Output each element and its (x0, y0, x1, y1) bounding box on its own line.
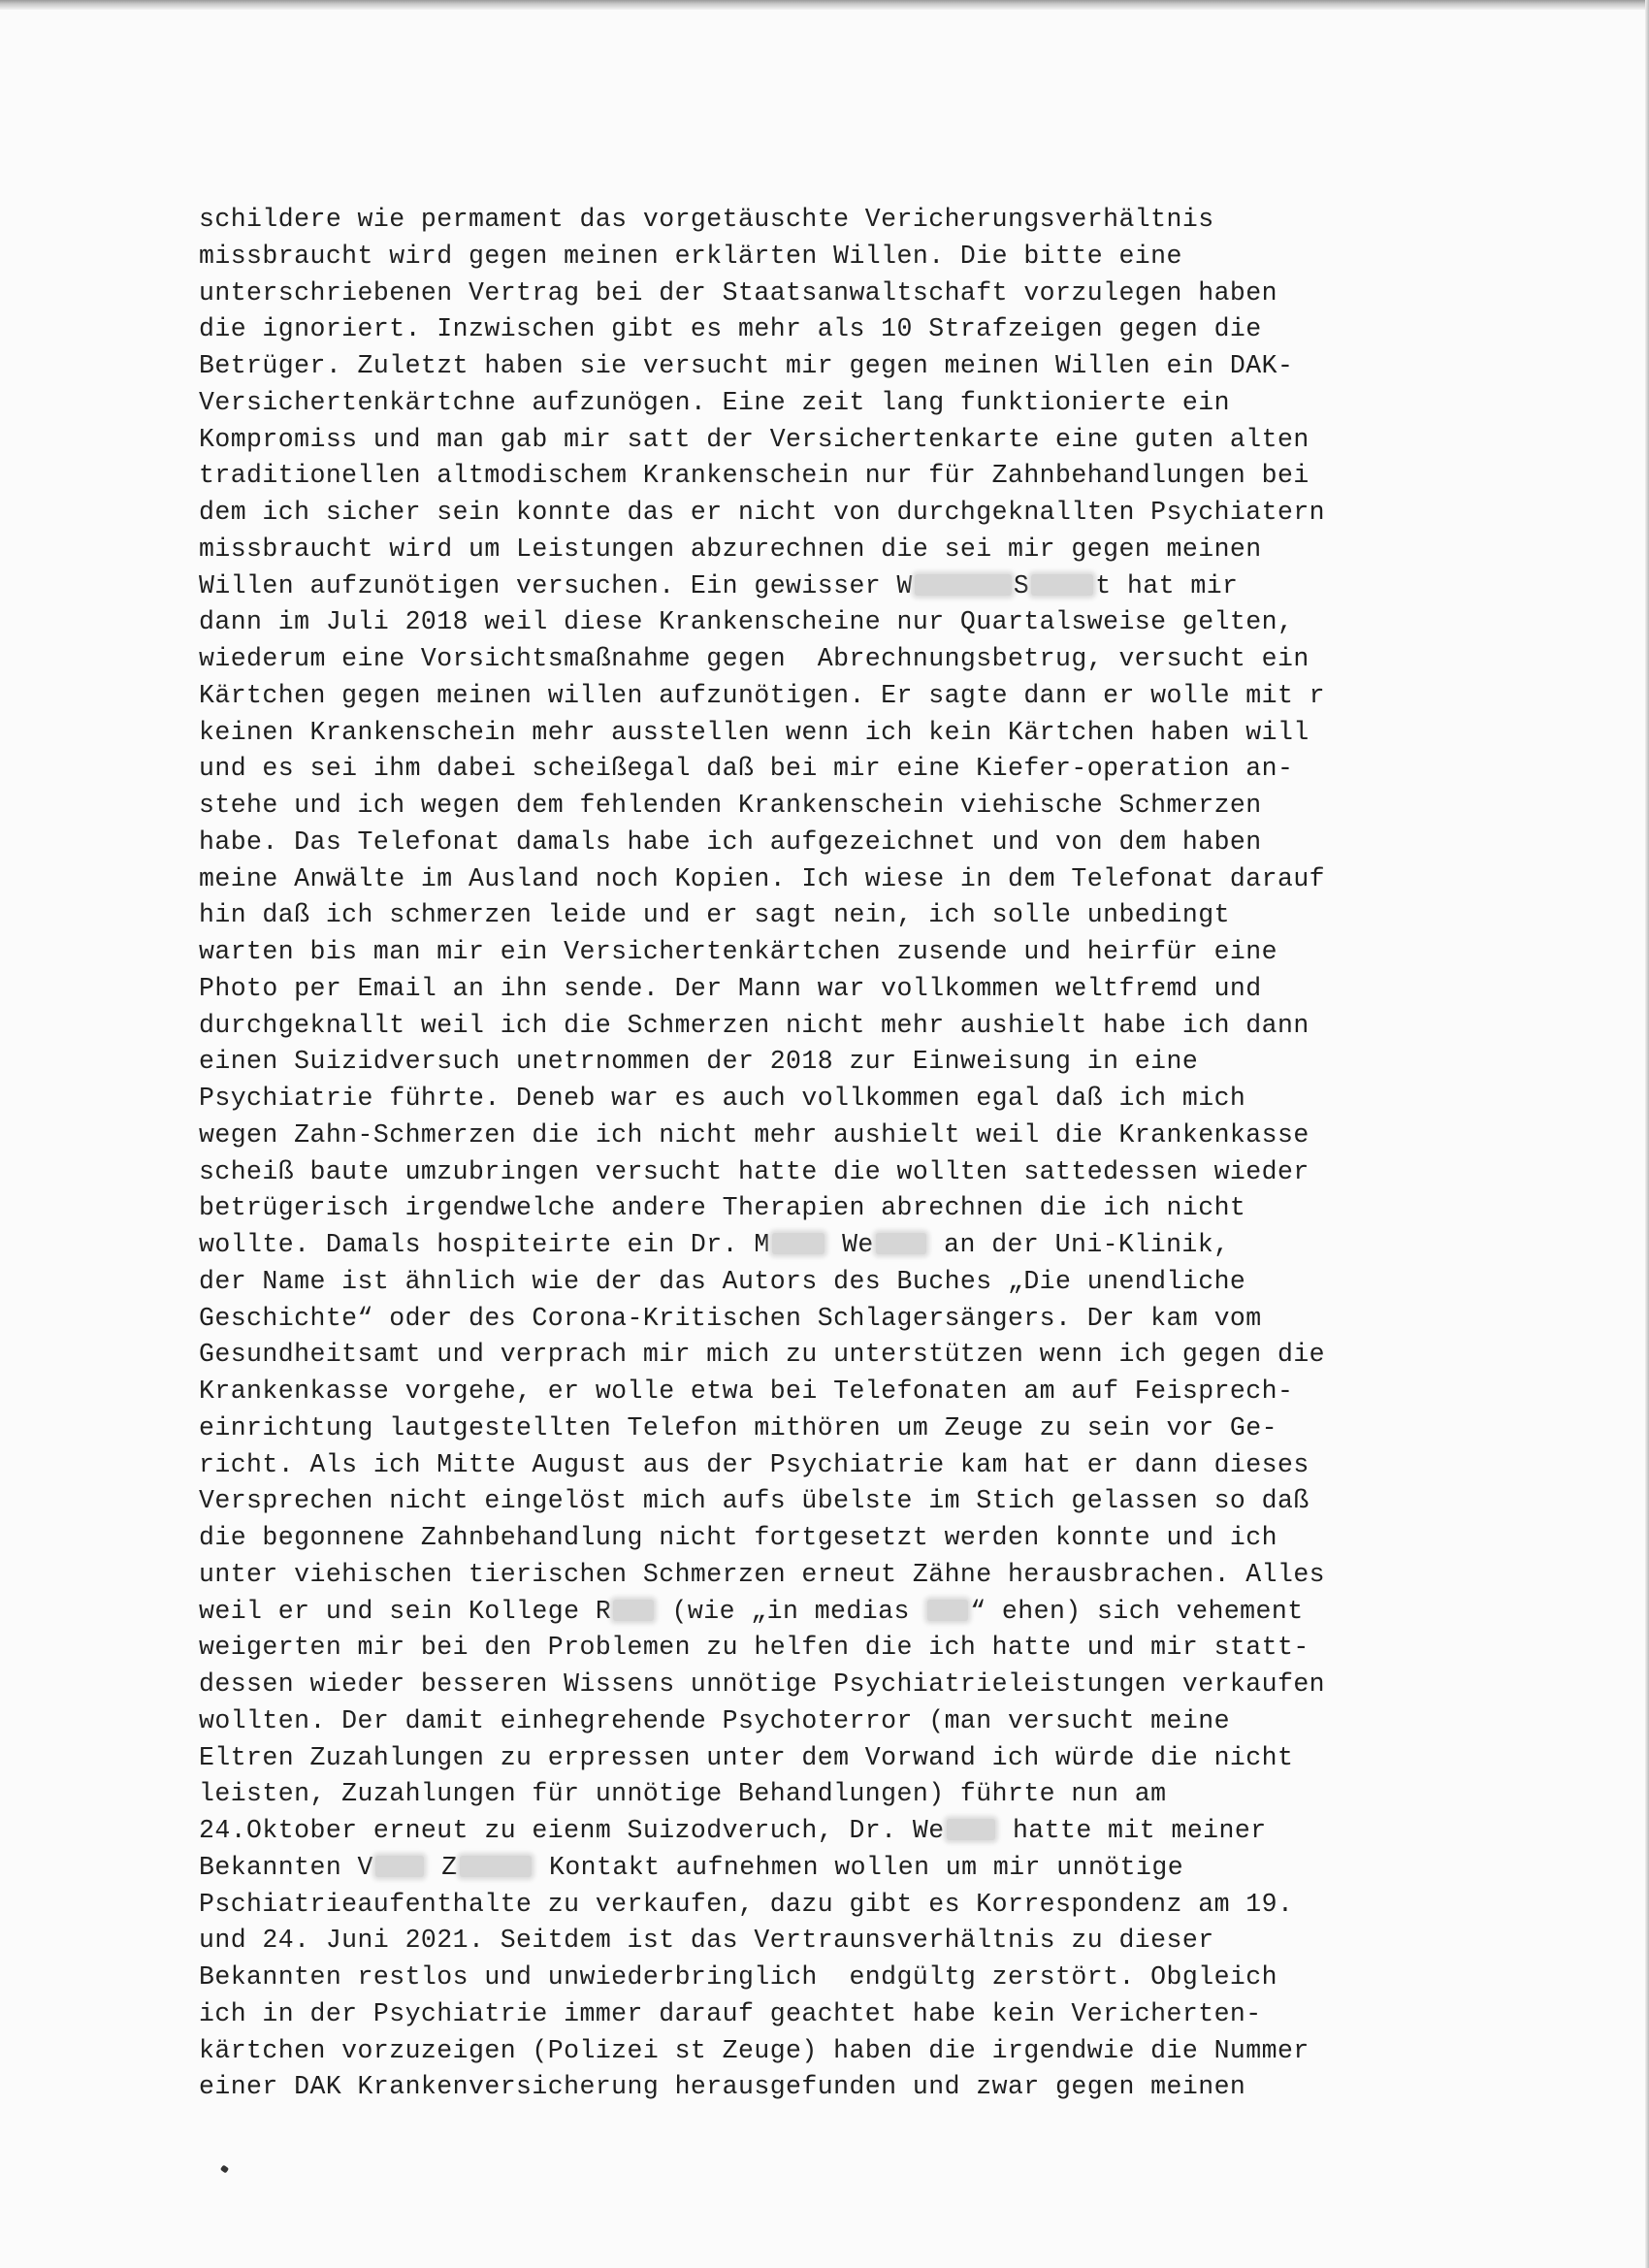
redaction-blur (1031, 574, 1093, 596)
text-line: betrügerisch irgendwelche andere Therapien abrechnen die ich nicht (199, 1193, 1246, 1223)
text-line: schildere wie permament das vorgetäuschte Vericherungsverhältnis (199, 205, 1214, 234)
text-line: durchgeknallt weil ich die Schmerzen nicht mehr aushielt habe ich dann (199, 1010, 1310, 1040)
redaction-blur (915, 574, 1012, 596)
redaction-blur (772, 1233, 824, 1254)
text-line: Versichertenkärtchne aufzunögen. Eine zeit lang funktionierte ein (199, 387, 1230, 417)
text-line: Photo per Email an ihn sende. Der Mann war vollkommen weltfremd und (199, 973, 1262, 1003)
text-line: Versprechen nicht eingelöst mich aufs übelste im Stich gelassen so daß (199, 1486, 1310, 1516)
text-line: Psychiatrie führte. Deneb war es auch vollkommen egal daß ich mich (199, 1084, 1246, 1113)
text-segment: (wie „in medias (671, 1596, 910, 1626)
text-line: dem ich sicher sein konnte das er nicht von durchgeknallten Psychiatern (199, 498, 1326, 527)
text-line: warten bis man mir ein Versichertenkärtchen zusende und heirfür eine (199, 937, 1277, 966)
text-line: einer DAK Krankenversicherung herausgefunden und zwar gegen meinen (199, 2072, 1246, 2102)
text-line: missbraucht wird gegen meinen erklärten Willen. Die bitte eine (199, 241, 1182, 271)
text-line-redacted (199, 1227, 1508, 1264)
text-line: leisten, Zuzahlungen für unnötige Behandlungen) führte nun am (199, 1779, 1167, 1809)
text-line-redacted (199, 1813, 1508, 1850)
text-segment: Z (441, 1852, 458, 1882)
text-line: einen Suizidversuch unetrnommen der 2018 zur Einweisung in eine (199, 1047, 1199, 1077)
text-line-redacted (199, 568, 1508, 605)
text-segment: 24.Oktober erneut zu eienm Suizodveruch, Dr. We (199, 1816, 945, 1845)
text-segment: Willen aufzunötigen versuchen. Ein gewisser W (199, 570, 913, 600)
text-segment: an der Uni-Klinik, (944, 1230, 1230, 1259)
text-line-redacted (199, 1850, 1508, 1887)
text-line: wollten. Der damit einhegrehende Psychoterror (man versucht meine (199, 1705, 1230, 1735)
text-line: stehe und ich wegen dem fehlenden Krankenschein viehische Schmerzen (199, 791, 1262, 820)
text-line: hin daß ich schmerzen leide und er sagt nein, ich solle unbedingt (199, 900, 1230, 930)
text-line: der Name ist ähnlich wie der das Autors des Buches „Die unendliche (199, 1266, 1246, 1296)
text-line-redacted (199, 1594, 1508, 1631)
redaction-blur (375, 1856, 424, 1877)
scan-edge-right (1645, 0, 1649, 2268)
text-line: Bekannten restlos und unwiederbringlich endgültg zerstört. Obgleich (199, 1962, 1277, 1992)
text-line: weigerten mir bei den Problemen zu helfen die ich hatte und mir statt- (199, 1633, 1310, 1663)
text-line: die ignoriert. Inzwischen gibt es mehr als 10 Strafzeigen gegen die (199, 314, 1262, 344)
text-line: habe. Das Telefonat damals habe ich aufgezeichnet und von dem haben (199, 826, 1262, 857)
scan-edge-top (0, 0, 1649, 10)
text-segment: wollte. Damals hospiteirte ein Dr. M (199, 1230, 770, 1259)
text-line: traditionellen altmodischem Krankenschein nur für Zahnbehandlungen bei (199, 461, 1310, 491)
text-line: Betrüger. Zuletzt haben sie versucht mir gegen meinen Willen ein DAK- (199, 351, 1294, 380)
redaction-blur (876, 1233, 926, 1254)
redaction-blur (927, 1600, 968, 1621)
text-segment: t hat mir (1095, 570, 1239, 600)
redaction-blur (613, 1600, 654, 1621)
document-page (199, 202, 1508, 2106)
text-line: und 24. Juni 2021. Seitdem ist das Vertraunsverhältnis zu dieser (199, 1926, 1214, 1956)
stray-ink-mark (220, 2165, 229, 2174)
text-segment: weil er und sein Kollege R (199, 1596, 612, 1626)
text-segment: hatte mit meiner (1012, 1816, 1267, 1845)
text-line: Krankenkasse vorgehe, er wolle etwa bei Telefonaten am auf Feisprech- (199, 1377, 1294, 1406)
text-line: dessen wieder besseren Wissens unnötige Psychiatrieleistungen verkaufen (199, 1669, 1326, 1699)
text-line: kärtchen vorzuzeigen (Polizei st Zeuge) haben die irgendwie die Nummer (199, 2035, 1310, 2065)
text-segment: We (842, 1230, 874, 1259)
text-line: dann im Juli 2018 weil diese Krankenscheine nur Quartalsweise gelten, (199, 607, 1294, 637)
text-line: Gesundheitsamt und verprach mir mich zu unterstützen wenn ich gegen die (199, 1340, 1326, 1370)
text-line: die begonnene Zahnbehandlung nicht fortgesetzt werden konnte und ich (199, 1523, 1277, 1552)
text-line: richt. Als ich Mitte August aus der Psychiatrie kam hat er dann dieses (199, 1449, 1310, 1479)
text-line: Eltren Zuzahlungen zu erpressen unter dem Vorwand ich würde die nicht (199, 1742, 1294, 1772)
text-line: scheiß baute umzubringen versucht hatte die wollten sattedessen wieder (199, 1156, 1310, 1186)
text-line: einrichtung lautgestellten Telefon mithören um Zeuge zu sein vor Ge- (199, 1412, 1277, 1442)
text-line: wiederum eine Vorsichtsmaßnahme gegen Abrechnungsbetrug, versucht ein (199, 644, 1310, 673)
text-line: ich in der Psychiatrie immer darauf geachtet habe kein Vericherten- (199, 1998, 1262, 2028)
text-segment: Kontakt aufnehmen wollen um mir unnötige (548, 1852, 1184, 1882)
text-line: Pschiatrieaufenthalte zu verkaufen, dazu gibt es Korrespondenz am 19. (199, 1889, 1294, 1919)
text-line: und es sei ihm dabei scheißegal daß bei mir eine Kiefer-operation an- (199, 754, 1294, 784)
text-line: Kärtchen gegen meinen willen aufzunötigen. Er sagte dann er wolle mit r (199, 680, 1326, 710)
redaction-blur (460, 1856, 532, 1877)
text-line: unterschriebenen Vertrag bei der Staatsanwaltschaft vorzulegen haben (199, 277, 1277, 308)
text-line: wegen Zahn-Schmerzen die ich nicht mehr aushielt weil die Krankenkasse (199, 1119, 1310, 1150)
text-segment: S (1013, 570, 1030, 600)
redaction-blur (947, 1819, 995, 1840)
text-segment: “ ehen) sich vehement (970, 1596, 1304, 1626)
text-line: Geschichte“ oder des Corona-Kritischen Schlagersängers. Der kam vom (199, 1303, 1262, 1333)
text-line: unter viehischen tierischen Schmerzen erneut Zähne herausbrachen. Alles (199, 1559, 1326, 1589)
text-line: keinen Krankenschein mehr ausstellen wenn ich kein Kärtchen haben will (199, 717, 1310, 747)
text-line: meine Anwälte im Ausland noch Kopien. Ich wiese in dem Telefonat darauf (199, 863, 1326, 893)
text-line: missbraucht wird um Leistungen abzurechnen die sei mir gegen meinen (199, 534, 1262, 564)
text-line: Kompromiss und man gab mir satt der Versichertenkarte eine guten alten (199, 424, 1310, 454)
text-segment: Bekannten V (199, 1852, 373, 1882)
